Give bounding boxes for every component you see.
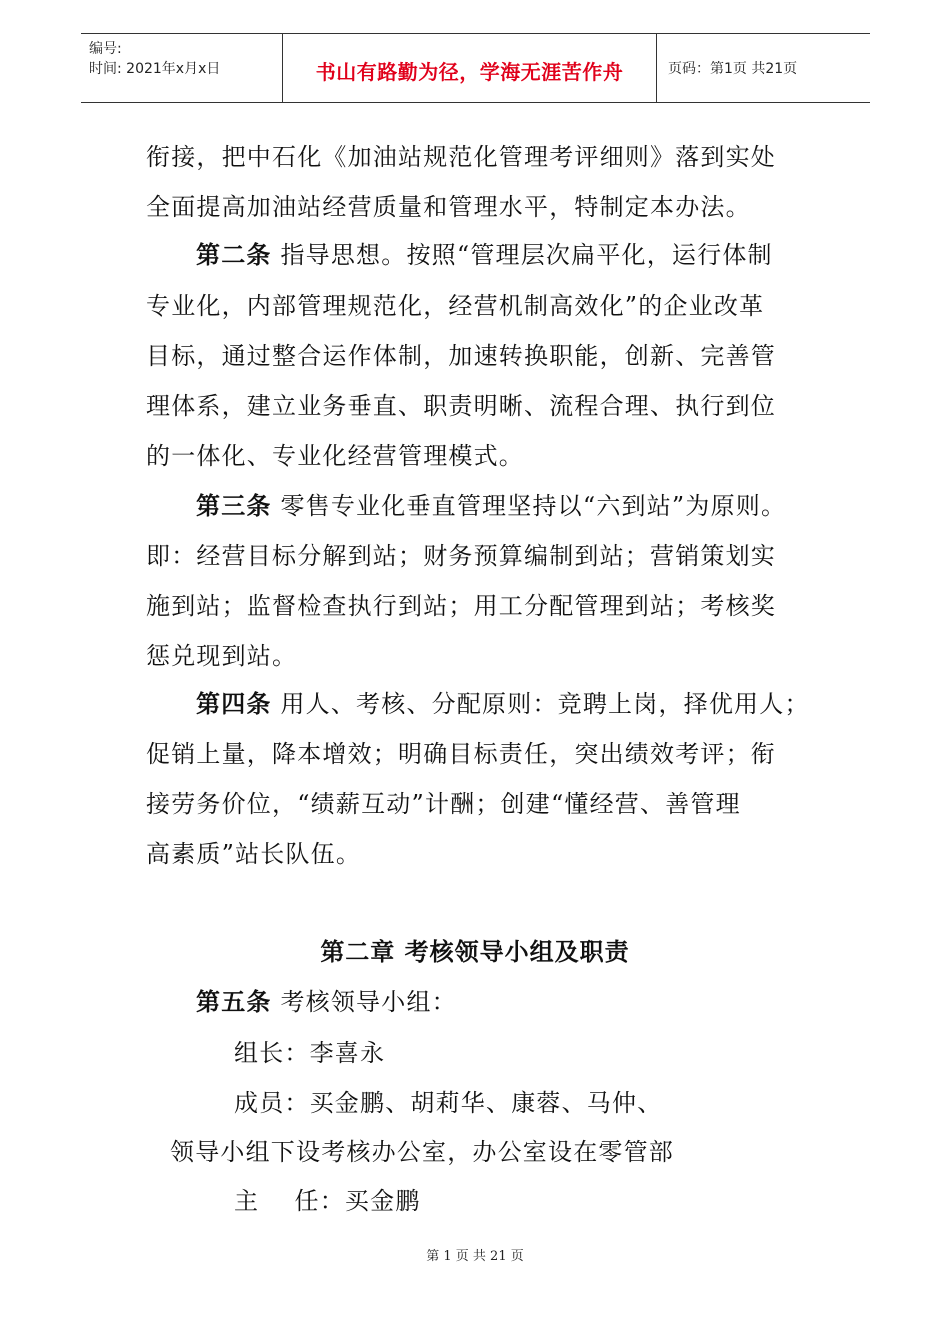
article-3-text: 零售专业化垂直管理坚持以“六到站”为原则。: [280, 492, 787, 520]
article-2: [196, 239, 773, 271]
body-line: 专业化，内部管理规范化，经营机制高效化”的企业改革: [146, 292, 765, 320]
header-motto-cell: [282, 34, 657, 102]
office-note: 领导小组下设考核办公室，办公室设在零管部: [170, 1138, 674, 1166]
chapter-heading: 第二章 考核领导小组及职责: [320, 937, 630, 966]
header-meta-cell: [81, 34, 282, 102]
body-line: 衔接，把中石化《加油站规范化管理考评细则》落到实处: [146, 143, 776, 171]
article-3: [196, 490, 786, 522]
body-line: 惩兑现到站。: [146, 642, 298, 670]
article-5-title: 第五条: [196, 987, 272, 1016]
article-4-text: 用人、考核、分配原则：竞聘上岗，择优用人；: [280, 690, 810, 718]
group-members: 成员：买金鹏、胡莉华、康蓉、马仲、: [234, 1089, 663, 1117]
body-line: 高素质”站长队伍。: [146, 840, 362, 868]
body-line: 接劳务价位，“绩薪互动”计酬；创建“懂经营、善管理: [146, 790, 741, 818]
header-page-cell: [656, 34, 870, 102]
article-4: [196, 688, 810, 720]
page-footer: 第 1 页 共 21 页: [426, 1249, 524, 1264]
body-line: 的一体化、专业化经营管理模式。: [146, 442, 524, 470]
article-5-text: 考核领导小组：: [280, 988, 457, 1016]
article-3-title: 第三条: [196, 491, 272, 520]
body-line: 全面提高加油站经营质量和管理水平，特制定本办法。: [146, 193, 751, 221]
article-4-title: 第四条: [196, 689, 272, 718]
body-line: 促销上量，降本增效；明确目标责任，突出绩效考评；衔: [146, 740, 776, 768]
body-line: 即：经营目标分解到站；财务预算编制到站；营销策划实: [146, 542, 776, 570]
body-line: 理体系，建立业务垂直、职责明晰、流程合理、执行到位: [146, 392, 776, 420]
article-2-title: 第二条: [196, 240, 272, 269]
body-line: 施到站；监督检查执行到站；用工分配管理到站；考核奖: [146, 592, 776, 620]
document-header: [81, 33, 870, 103]
document-code-label: 编号:: [89, 41, 122, 57]
group-leader: 组长：李喜永: [234, 1039, 386, 1067]
header-motto: 书山有路勤为径，学海无涯苦作舟: [315, 60, 624, 84]
header-page-info: 页码：第1页 共21页: [668, 61, 798, 77]
body-line: 目标，通过整合运作体制，加速转换职能，创新、完善管: [146, 342, 776, 370]
document-date: 时间: 2021年x月x日: [89, 61, 221, 77]
article-2-text: 指导思想。按照“管理层次扁平化，运行体制: [280, 241, 773, 269]
article-5: [196, 986, 457, 1018]
office-director: 主 任：买金鹏: [234, 1187, 421, 1215]
